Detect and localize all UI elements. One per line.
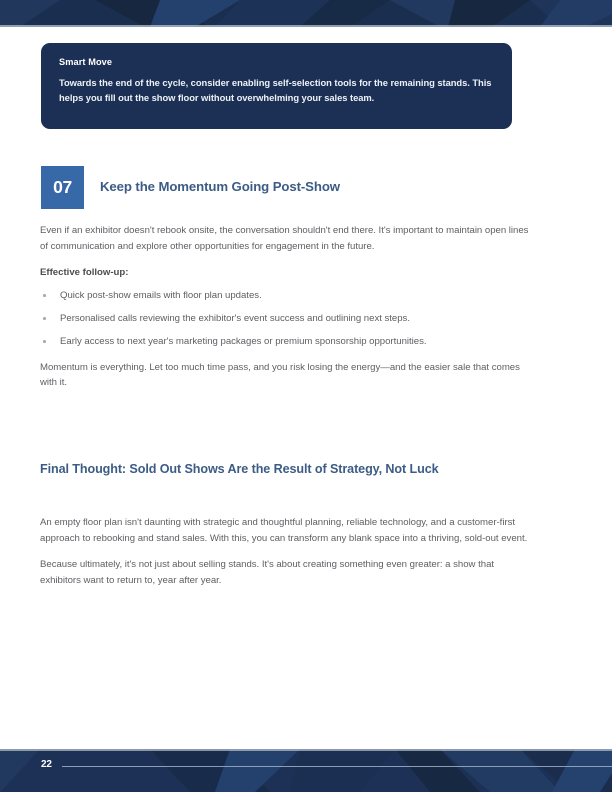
footer-divider-line (62, 766, 612, 767)
section-heading (41, 166, 541, 209)
list-item (40, 288, 530, 304)
list-item-text: Early access to next year's marketing packages or premium sponsorship opportunities. (60, 335, 427, 347)
list-item-text: Quick post-show emails with floor plan updates. (60, 289, 262, 301)
page-header-banner (0, 0, 612, 27)
bullet-dot-icon (43, 294, 46, 297)
bullet-dot-icon (43, 317, 46, 320)
final-thought-body (40, 515, 532, 599)
final-thought-heading: Final Thought: Sold Out Shows Are the Result of Strategy, Not Luck (40, 462, 439, 476)
list-item (40, 311, 530, 327)
section-closing-paragraph: Momentum is everything. Let too much time pass, and you risk losing the energy—and the easier sale that comes with it. (40, 361, 520, 389)
banner-bottom-rule (0, 25, 612, 27)
list-item (40, 334, 530, 350)
final-thought-paragraph-2: Because ultimately, it's not just about selling stands. It's about creating something even greater: a show that exhibitors want to return to, year after year. (40, 559, 495, 586)
section-intro-paragraph: Even if an exhibitor doesn't rebook onsite, the conversation shouldn't end there. It's important to maintain open lines of communication and explore other opportunities for engagement in the future. (40, 225, 529, 252)
bullet-list-lead-in: Effective follow-up: (40, 267, 129, 279)
smart-move-callout (41, 43, 512, 129)
section-number-badge (41, 166, 84, 209)
final-thought-paragraph-1: An empty floor plan isn't daunting with strategic and thoughtful planning, reliable technology, and a customer-first approach to rebooking and stand sales. With this, you can transform any blank space into a thriving, sold-out event. (40, 517, 528, 544)
callout-body: Towards the end of the cycle, consider enabling self-selection tools for the remaining stands. This helps you fill out the show floor without overwhelming your sales team. (59, 77, 492, 104)
footer-top-rule (0, 749, 612, 751)
follow-up-bullet-list (40, 288, 530, 350)
list-item-text: Personalised calls reviewing the exhibitor's event success and outlining next steps. (60, 312, 410, 324)
callout-title: Smart Move (59, 57, 113, 67)
section-number: 07 (53, 177, 72, 197)
page-footer-banner (0, 749, 612, 792)
banner-chevron-pattern (0, 0, 612, 27)
footer-chevron-pattern (0, 749, 612, 792)
section-title: Keep the Momentum Going Post-Show (100, 179, 340, 194)
bullet-dot-icon (43, 340, 46, 343)
page-number: 22 (41, 759, 52, 770)
section-content (40, 223, 530, 400)
